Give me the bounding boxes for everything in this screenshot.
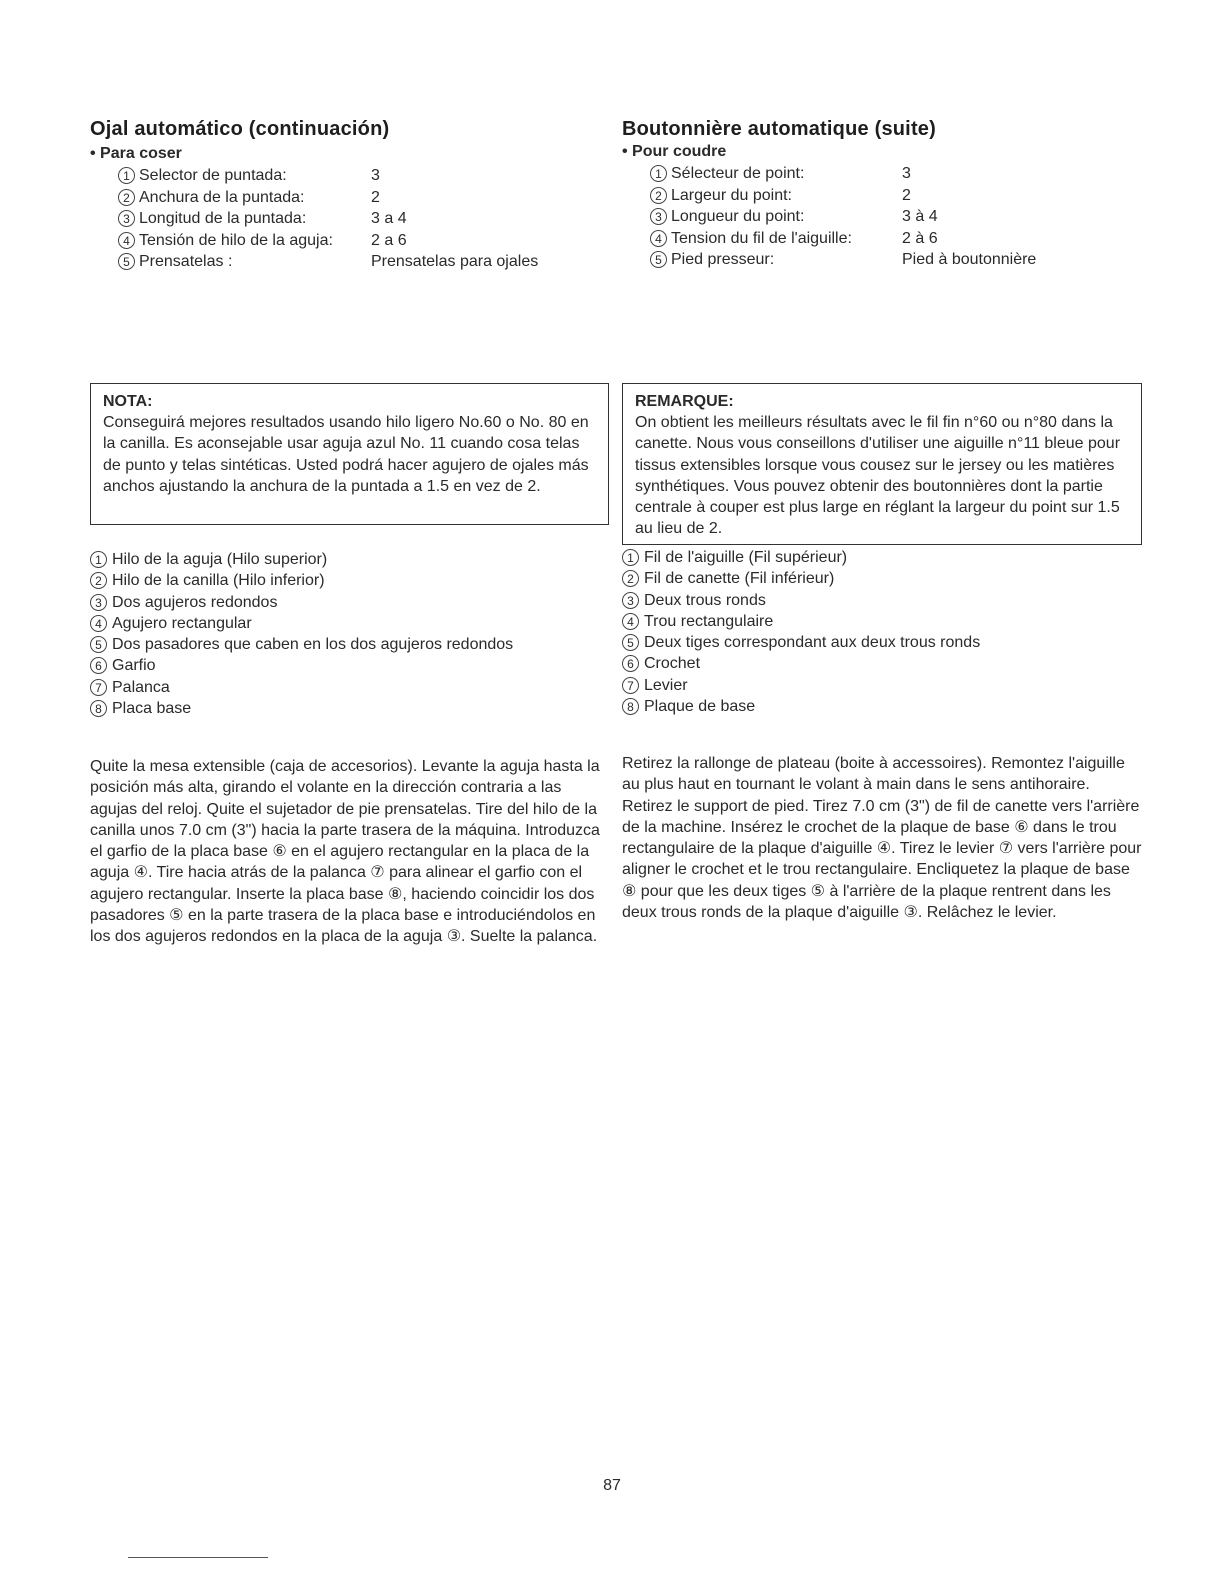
setting-value: 3: [902, 165, 911, 182]
circled-number: 8: [622, 698, 639, 715]
setting-row: [90, 208, 615, 230]
part-label: Deux trous ronds: [644, 591, 766, 609]
circled-number: 6: [622, 655, 639, 672]
part-label: Dos agujeros redondos: [112, 593, 278, 611]
circled-number: 5: [90, 636, 107, 653]
setting-label: Longitud de la puntada:: [139, 210, 307, 227]
setting-value: 2 a 6: [371, 231, 407, 249]
setting-label: Tensión de hilo de la aguja:: [139, 231, 333, 249]
part-item: [622, 590, 1147, 611]
note-box-es: [90, 383, 609, 525]
circled-number: 1: [118, 167, 135, 184]
note-body-fr: On obtient les meilleurs résultats avec le fil fin n°60 ou n°80 dans la canette. Nous vous conseillons d'utiliser une aiguille n°11 bleue pour tissus extensibles lorsque vous cousez sur le jersey ou les matières synthétiques. Vous pouvez obtenir des boutonnières dont la partie centrale à couper est plus large en réglant la largeur du point sur 1.5 au lieu de 2.: [635, 414, 1121, 538]
circled-number: 1: [650, 165, 667, 182]
circled-number: 5: [650, 251, 667, 268]
subheading-fr: • Pour coudre: [622, 143, 727, 160]
part-label: Placa base: [112, 700, 192, 718]
settings-list-es: [90, 165, 615, 273]
part-item: [622, 696, 1147, 717]
instructions-text-fr: Retirez la rallonge de plateau (boite à accessoires). Remontez l'aiguille au plus haut en tournant le volant à main dans le sens antihoraire. Retirez le support de pied. Tirez 7.0 cm (3") de fil de canette vers l'arrière de la machine. Insérez le crochet de la plaque de base ⑥ dans le trou rectangulaire de la plaque d'aiguille ④. Tirez le levier ⑦ vers l'arrière pour aligner le crochet et le trou rectangulaire. Encliquetez la plaque de base ⑧ pour que les deux tiges ⑤ à l'arrière de la plaque rentrent dans les deux trous ronds de la plaque d'aiguille ③. Relâchez le levier.: [622, 755, 1142, 922]
setting-value: 2 à 6: [902, 229, 938, 247]
part-item: [622, 568, 1147, 589]
part-label: Plaque de base: [644, 698, 756, 716]
setting-value: 2: [371, 188, 380, 206]
circled-number: 5: [622, 634, 639, 651]
instructions-es: [90, 756, 605, 948]
setting-label: Selector de puntada:: [139, 167, 287, 184]
circled-number: 1: [90, 551, 107, 568]
setting-label: Largeur du point:: [671, 186, 792, 204]
circled-number: 4: [622, 613, 639, 630]
setting-label: Pied presseur:: [671, 251, 775, 268]
part-item: [90, 677, 615, 698]
circled-number: 7: [90, 679, 107, 696]
part-item: [622, 653, 1147, 674]
part-item: [90, 655, 615, 676]
circled-number: 2: [650, 187, 667, 204]
circled-number: 3: [118, 210, 135, 227]
setting-label: Anchura de la puntada:: [139, 188, 305, 206]
part-item: [622, 611, 1147, 632]
part-label: Crochet: [644, 655, 701, 673]
note-box-fr: [622, 383, 1142, 545]
part-label: Fil de canette (Fil inférieur): [644, 570, 835, 588]
part-label: Hilo de la canilla (Hilo inferior): [112, 572, 325, 590]
part-label: Palanca: [112, 678, 170, 696]
circled-number: 4: [650, 230, 667, 247]
setting-row: [622, 163, 1147, 185]
part-label: Agujero rectangular: [112, 614, 252, 632]
note-title-es: NOTA:: [103, 393, 153, 410]
part-item: [90, 613, 615, 634]
part-label: Trou rectangulaire: [644, 612, 774, 630]
setting-label: Sélecteur de point:: [671, 165, 805, 182]
part-item: [90, 570, 615, 591]
section-title-es: Ojal automático (continuación): [90, 118, 390, 140]
part-label: Deux tiges correspondant aux deux trous ronds: [644, 634, 981, 652]
circled-number: 4: [118, 232, 135, 249]
setting-row: [622, 185, 1147, 207]
setting-value: 3 a 4: [371, 210, 407, 227]
circled-number: 6: [90, 657, 107, 674]
footer-divider: [128, 1557, 268, 1558]
circled-number: 2: [622, 570, 639, 587]
part-item: [622, 547, 1147, 568]
part-item: [90, 549, 615, 570]
setting-row: [622, 228, 1147, 250]
setting-row: [622, 249, 1147, 271]
subheading-es: • Para coser: [90, 145, 182, 162]
circled-number: 2: [118, 189, 135, 206]
part-item: [90, 698, 615, 719]
part-label: Fil de l'aiguille (Fil supérieur): [644, 549, 848, 566]
part-item: [622, 632, 1147, 653]
setting-row: [90, 230, 615, 252]
setting-value: 3: [371, 167, 380, 184]
part-item: [90, 634, 615, 655]
setting-row: [90, 251, 615, 273]
setting-label: Prensatelas :: [139, 253, 233, 270]
part-label: Garfio: [112, 657, 156, 675]
setting-label: Tension du fil de l'aiguille:: [671, 229, 852, 247]
part-item: [622, 675, 1147, 696]
circled-number: 7: [622, 677, 639, 694]
setting-value: 3 à 4: [902, 208, 938, 225]
circled-number: 3: [90, 594, 107, 611]
setting-value: Prensatelas para ojales: [371, 253, 539, 270]
section-title-fr: Boutonnière automatique (suite): [622, 118, 936, 140]
page-number: 87: [603, 1477, 621, 1494]
part-label: Hilo de la aguja (Hilo superior): [112, 551, 328, 568]
settings-list-fr: [622, 163, 1147, 271]
circled-number: 4: [90, 615, 107, 632]
circled-number: 8: [90, 700, 107, 717]
parts-list-fr: [622, 547, 1147, 717]
instructions-text-es: Quite la mesa extensible (caja de accesorios). Levante la aguja hasta la posición más alta, girando el volante en la dirección contraria a las agujas del reloj. Quite el sujetador de pie prensatelas. Tire del hilo de la canilla unos 7.0 cm (3") hacia la parte trasera de la máquina. Introduzca el garfio de la placa base ⑥ en el agujero rectangular en la placa de la aguja ④. Tire hacia atrás de la palanca ⑦ para alinear el garfio con el agujero rectangular. Inserte la placa base ⑧, haciendo coincidir los dos pasadores ⑤ en la parte trasera de la placa base e introduciéndolos en los dos agujeros redondos en la placa de la aguja ③. Suelte la palanca.: [90, 758, 600, 946]
setting-value: Pied à boutonnière: [902, 251, 1037, 268]
circled-number: 3: [622, 592, 639, 609]
part-label: Dos pasadores que caben en los dos agujeros redondos: [112, 636, 514, 654]
instructions-fr: [622, 753, 1142, 923]
circled-number: 1: [622, 549, 639, 566]
circled-number: 5: [118, 253, 135, 270]
circled-number: 3: [650, 208, 667, 225]
part-item: [90, 592, 615, 613]
setting-row: [90, 187, 615, 209]
part-label: Levier: [644, 676, 688, 694]
setting-row: [90, 165, 615, 187]
note-body-es: Conseguirá mejores resultados usando hilo ligero No.60 o No. 80 en la canilla. Es aconsejable usar aguja azul No. 11 cuando cosa telas de punto y telas sintéticas. Usted podrá hacer agujero de ojales más anchos ajustando la anchura de la puntada a 1.5 en vez de 2.: [103, 414, 589, 495]
setting-label: Longueur du point:: [671, 208, 805, 225]
circled-number: 2: [90, 572, 107, 589]
note-title-fr: REMARQUE:: [635, 393, 734, 410]
setting-value: 2: [902, 186, 911, 204]
parts-list-es: [90, 549, 615, 719]
setting-row: [622, 206, 1147, 228]
